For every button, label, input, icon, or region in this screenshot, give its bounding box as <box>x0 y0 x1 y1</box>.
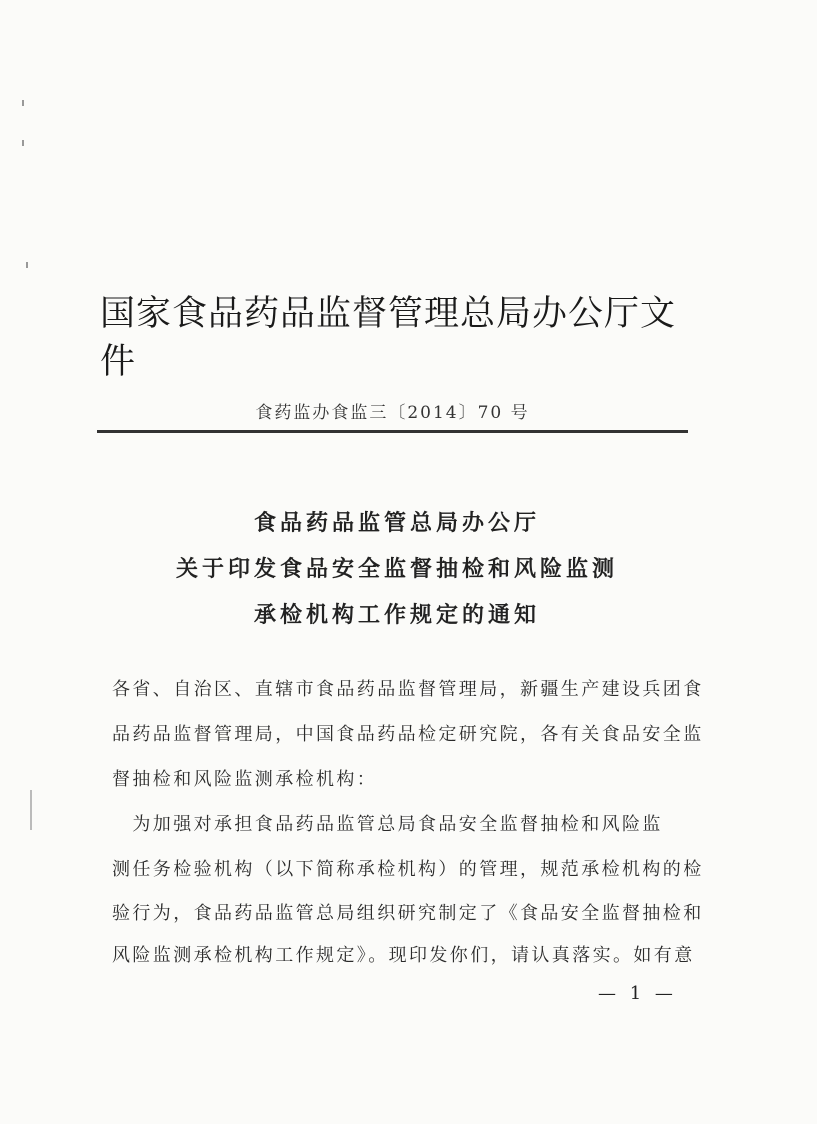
scan-speck <box>26 262 28 268</box>
body-line: 督抽检和风险监测承检机构： <box>112 769 378 790</box>
body-line: 为加强对承担食品药品监管总局食品安全监督抽检和风险监 <box>112 814 663 835</box>
document-number: 食药监办食监三〔2014〕70 号 <box>255 403 530 423</box>
scan-speck <box>30 790 32 830</box>
body-line: 测任务检验机构（以下简称承检机构）的管理，规范承检机构的检 <box>112 859 704 880</box>
body-line: 各省、自治区、直辖市食品药品监督管理局，新疆生产建设兵团食 <box>112 679 704 700</box>
notice-title-line: 食品药品监管总局办公厅 <box>253 510 540 536</box>
page-number: — 1 — <box>598 983 677 1004</box>
notice-title-line: 承检机构工作规定的通知 <box>253 602 540 628</box>
scan-speck <box>22 140 24 146</box>
scan-speck <box>22 100 24 106</box>
notice-title-line: 关于印发食品安全监督抽检和风险监测 <box>175 556 618 582</box>
body-line: 风险监测承检机构工作规定》。现印发你们，请认真落实。如有意 <box>112 945 695 966</box>
body-line: 品药品监督管理局，中国食品药品检定研究院，各有关食品安全监 <box>112 724 704 745</box>
body-line: 验行为，食品药品监管总局组织研究制定了《食品安全监督抽检和 <box>112 903 704 924</box>
header-divider <box>97 430 688 433</box>
document-header-title: 国家食品药品监督管理总局办公厅文件 <box>100 294 677 382</box>
